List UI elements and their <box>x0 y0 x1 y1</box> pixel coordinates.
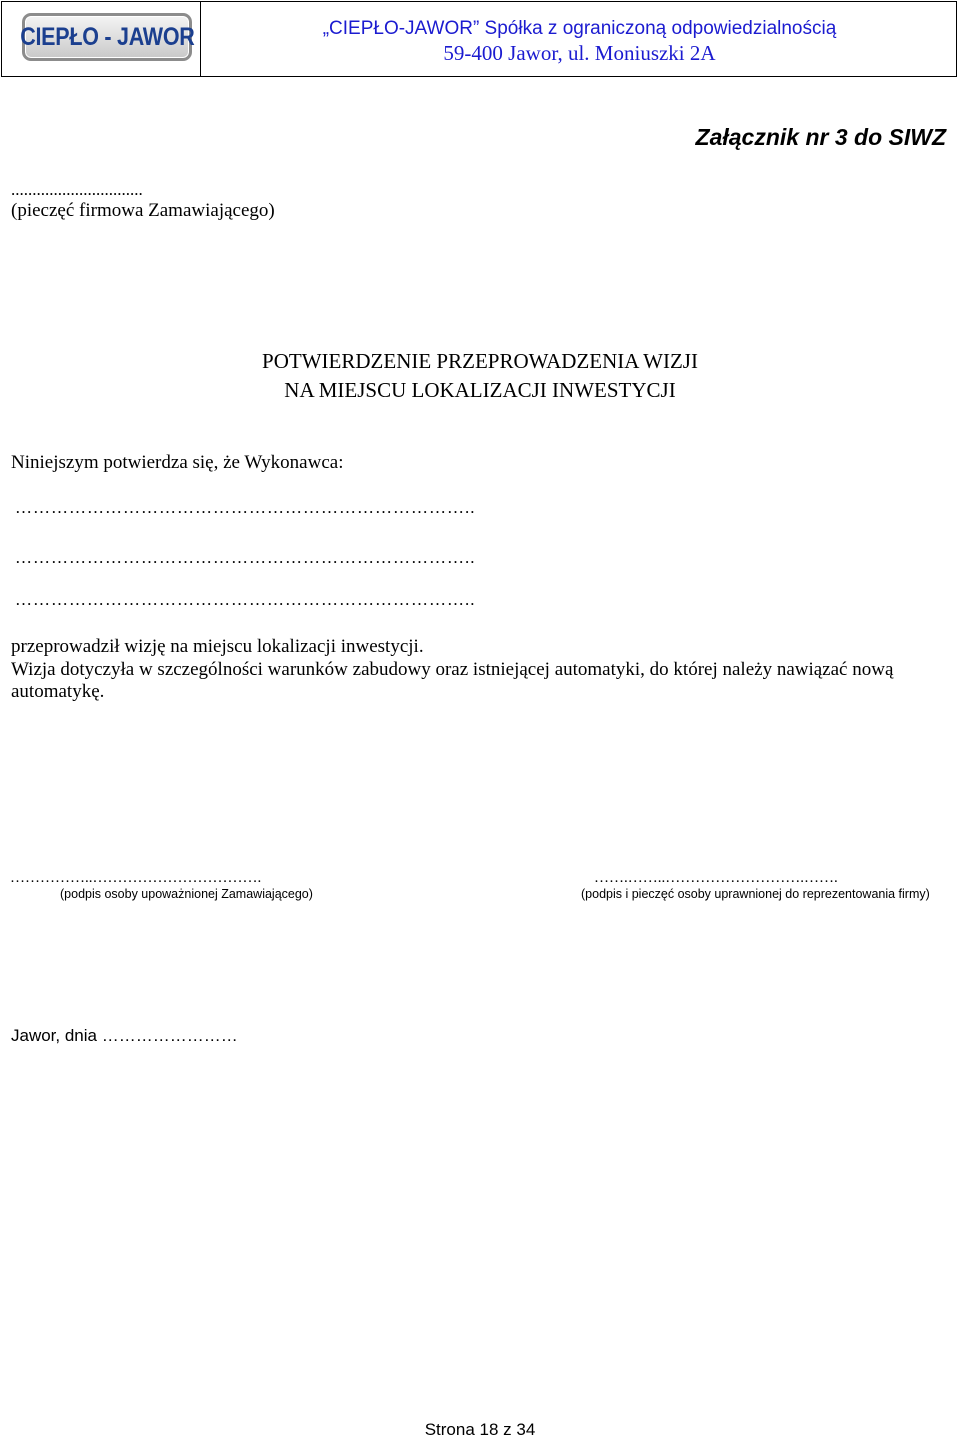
signature-line-contractor: …….……..……………………….……. <box>594 870 838 886</box>
signature-line-employer: ……………..……………………………. <box>10 870 262 886</box>
company-logo <box>19 13 195 61</box>
contractor-line-1: ………………………………………………………………….. <box>15 498 476 517</box>
paragraph-scope: Wizja dotyczyła w szczególności warunków zabudowy oraz istniejącej automatyki, do której należy nawiązać nową automatykę. <box>11 659 894 702</box>
company-name: „CIEPŁO-JAWOR” Spółka z ograniczoną odpowiedzialnością <box>322 18 837 39</box>
signature-label-employer: (podpis osoby upoważnionej Zamawiającego) <box>60 887 313 901</box>
stamp-label: (pieczęć firmowa Zamawiającego) <box>11 200 275 221</box>
letterhead <box>1 1 957 77</box>
logo-text: CIEPŁO - JAWOR <box>19 22 195 51</box>
page-number: Strona 18 z 34 <box>424 1420 536 1439</box>
document-title-line-1: POTWIERDZENIE PRZEPROWADZENIA WIZJI <box>262 349 698 373</box>
paragraph-inspection: przeprowadził wizję na miejscu lokalizacji inwestycji. <box>11 636 424 657</box>
contractor-line-2: ………………………………………………………………….. <box>15 548 476 567</box>
document-title-line-2: NA MIEJSCU LOKALIZACJI INWESTYCJI <box>284 378 676 402</box>
signature-label-contractor: (podpis i pieczęć osoby uprawnionej do reprezentowania firmy) <box>581 887 930 901</box>
contractor-line-3: ………………………………………………………………….. <box>15 590 476 609</box>
intro-text: Niniejszym potwierdza się, że Wykonawca: <box>11 452 344 473</box>
letterhead-divider <box>200 2 201 76</box>
annex-title: Załącznik nr 3 do SIWZ <box>695 124 946 150</box>
company-address: 59-400 Jawor, ul. Moniuszki 2A <box>443 41 716 65</box>
stamp-dots: ............................... <box>11 180 143 199</box>
place-and-date: Jawor, dnia …………………… <box>11 1026 238 1045</box>
